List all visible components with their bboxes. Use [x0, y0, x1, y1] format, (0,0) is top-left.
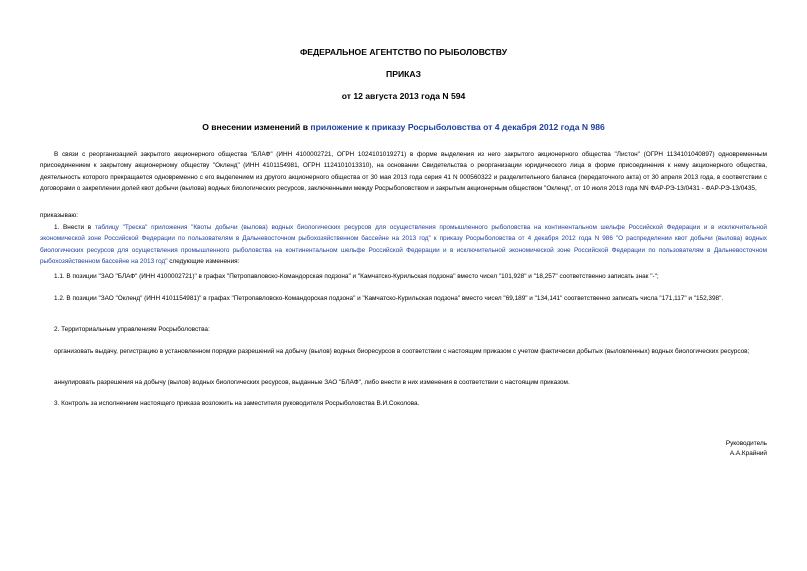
document-type: ПРИКАЗ [386, 69, 421, 79]
appendix-link[interactable]: приложения "Квоты добычи (вылова) водных биологических ресурсов для осуществления промышленного рыболовства на континентальном шельфе Российской Федерации и в исключительной экономической зоне Российской Федерации по пользователям в Дальневосточном рыбохозяйственном бассейне на 2013 год" к приказу Росрыболовства от 4 декабря 2012 года N 986 "О распределении квот добычи (вылова) водных биологических ресурсов для осуществления промышленного рыболовства на континентальном шельфе Российской Федерации и в исключительной экономической зоне Российской Федерации по пользователям в Дальневосточном рыбохозяйственном бассейне на 2013 год" [40, 224, 767, 266]
signature-position: Руководитель [725, 440, 767, 447]
order-word: приказываю: [40, 212, 78, 219]
agency-name: ФЕДЕРАЛЬНОЕ АГЕНТСТВО ПО РЫБОЛОВСТВУ [299, 47, 508, 57]
title-prefix: О внесении изменений в [202, 122, 311, 132]
item-2-a-paragraph: организовать выдачу, регистрацию в установленном порядке разрешений на добычу (вылов) водных биоресурсов в соответствии с настоящим приказом с учетом фактически добытых (выловленных) водных биологических ресурсов; [54, 348, 750, 355]
signature-block [726, 439, 767, 459]
item-2-paragraph: 2. Территориальным управлениям Росрыболовства: [54, 326, 210, 333]
item-1-2-paragraph: 1.2. В позиции "ЗАО "Окленд" (ИНН 4101154981)" в графах "Петропавловско-Командорская подзона" и "Камчатско-Курильская подзона" вместо чисел "69,189" и "134,141" соответственно записать числа "171,117" и "152,398". [54, 295, 724, 302]
item-3-paragraph: 3. Контроль за исполнением настоящего приказа возложить на заместителя руководителя Росрыболовства В.И.Соколова. [54, 400, 420, 407]
item-1-paragraph [40, 222, 767, 268]
title-link[interactable]: приложение к приказу Росрыболовства от 4 декабря 2012 года N 986 [310, 122, 605, 132]
document-date-number: от 12 августа 2013 года N 594 [341, 91, 466, 101]
item-2-b-paragraph: аннулировать разрешения на добычу (вылов) водных биологических ресурсов, выданные ЗАО "БЛАФ", либо внести в них изменения в соответствии с настоящим приказом. [54, 379, 570, 386]
item-1-1-paragraph: 1.1. В позиции "ЗАО "БЛАФ" (ИНН 4100002721)" в графах "Петропавловско-Командорская подзона" и "Камчатско-Курильская подзона" вместо чисел "101,928" и "18,257" соответственно записать знак "-"; [54, 273, 659, 280]
table-treska-link[interactable]: таблицу "Треска" [94, 224, 148, 231]
document-title [0, 122, 807, 132]
item-1-suffix: следующие изменения: [167, 258, 240, 266]
preamble-paragraph: В связи с реорганизацией закрытого акционерного общества "БЛАФ" (ИНН 4100002721, ОГРН 1024101019271) в форме выделения из него закрытого акционерного общества "Листон" (ОГРН 1134101040897) одновременным присоединением к закрытому акционерному обществу "Окленд" (ИНН 4101154981, ОГРН 1124101013310), на основании Свидетельства о реорганизации юридического лица в форме присоединения к нему акционерного общества, деятельность которого прекращается одновременно с его выделением из другого акционерного общества от 30 мая 2013 года серия 41 N 000560322 и разделительного баланса (передаточного акта) от 30 апреля 2013 года, в соответствии с договорами о закреплении долей квот добычи (вылова) водных биологических ресурсов, заключенными между Росрыболовством и закрытым акционерным обществом "Окленд", от 10 июля 2013 года NN ФАР-РЭ-13/0431 - ФАР-РЭ-13/0435, [40, 151, 767, 193]
item-1-prefix: 1. Внести в [54, 224, 95, 231]
signature-name: А.А.Крайний [729, 450, 767, 457]
